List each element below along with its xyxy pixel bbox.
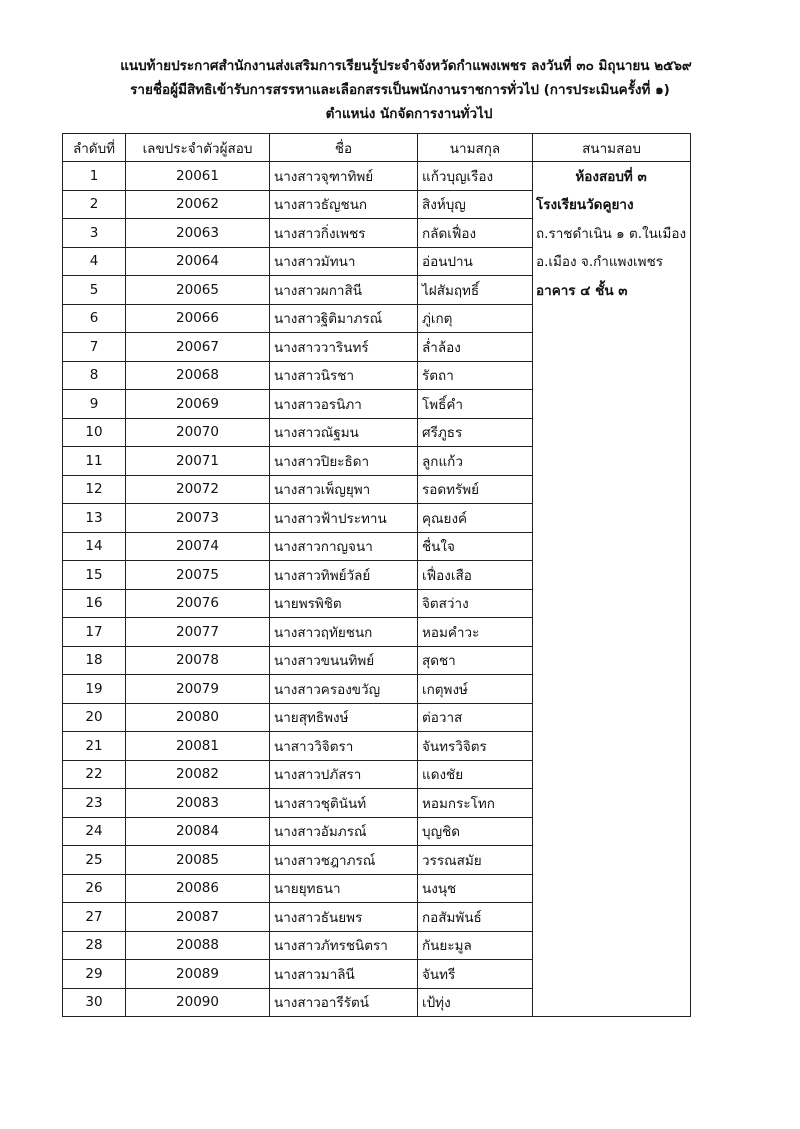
candidate-surname: แก้วบุญเรือง (418, 162, 533, 191)
table-row (63, 247, 691, 276)
venue-cell-empty (533, 646, 691, 675)
table-row (63, 504, 691, 533)
candidate-name: นางสาวอัมภรณ์ (270, 817, 418, 846)
candidate-surname: เป้ทุ่ง (418, 988, 533, 1017)
candidate-id: 20070 (126, 418, 270, 447)
row-number: 22 (63, 760, 126, 789)
row-number: 16 (63, 589, 126, 618)
candidate-surname: สิงห์บุญ (418, 190, 533, 219)
candidate-name: นายพรพิชิต (270, 589, 418, 618)
candidate-table (62, 133, 691, 1017)
candidate-surname: สุดชา (418, 646, 533, 675)
row-number: 27 (63, 903, 126, 932)
venue-cell-empty (533, 475, 691, 504)
row-number: 4 (63, 247, 126, 276)
venue-cell-empty (533, 390, 691, 419)
candidate-name: นางสาวมัทนา (270, 247, 418, 276)
table-row (63, 589, 691, 618)
table-row (63, 789, 691, 818)
candidate-id: 20090 (126, 988, 270, 1017)
row-number: 15 (63, 561, 126, 590)
candidate-surname: แดงชัย (418, 760, 533, 789)
table-header-row (63, 134, 691, 162)
venue-cell-empty (533, 418, 691, 447)
row-number: 1 (63, 162, 126, 191)
candidate-surname: จันทรวิจิตร (418, 732, 533, 761)
row-number: 24 (63, 817, 126, 846)
candidate-name: นางสาวอารีรัตน์ (270, 988, 418, 1017)
candidate-name: นางสาวปภัสรา (270, 760, 418, 789)
table-row (63, 703, 691, 732)
venue-cell-empty (533, 361, 691, 390)
table-row (63, 903, 691, 932)
candidate-id: 20062 (126, 190, 270, 219)
row-number: 10 (63, 418, 126, 447)
venue-cell-empty (533, 988, 691, 1017)
candidate-id: 20083 (126, 789, 270, 818)
venue-cell-empty (533, 760, 691, 789)
venue-cell-empty (533, 447, 691, 476)
candidate-name: นางสาวฤทัยชนก (270, 618, 418, 647)
candidate-name: นางสาวครองขวัญ (270, 675, 418, 704)
candidate-id: 20066 (126, 304, 270, 333)
table-row (63, 874, 691, 903)
candidate-name: นางสาวมาลินี (270, 960, 418, 989)
row-number: 8 (63, 361, 126, 390)
table-row (63, 475, 691, 504)
venue-cell-empty (533, 532, 691, 561)
candidate-name: นาสาววิจิตรา (270, 732, 418, 761)
candidate-id: 20064 (126, 247, 270, 276)
candidate-id: 20073 (126, 504, 270, 533)
row-number: 29 (63, 960, 126, 989)
candidate-id: 20069 (126, 390, 270, 419)
table-row (63, 846, 691, 875)
candidate-surname: โพธิ์คำ (418, 390, 533, 419)
venue-cell-empty (533, 333, 691, 362)
candidate-id: 20067 (126, 333, 270, 362)
table-row (63, 988, 691, 1017)
candidate-id: 20076 (126, 589, 270, 618)
candidate-name: นางสาวฟ้าประทาน (270, 504, 418, 533)
candidate-surname: ไฝสัมฤทธิ์ (418, 276, 533, 305)
col-header-surname: นามสกุล (418, 134, 533, 162)
table-row (63, 561, 691, 590)
row-number: 11 (63, 447, 126, 476)
venue-line: โรงเรียนวัดคูยาง (533, 190, 691, 219)
candidate-surname: นงนุช (418, 874, 533, 903)
table-row (63, 390, 691, 419)
col-header-name: ชื่อ (270, 134, 418, 162)
candidate-surname: วรรณสมัย (418, 846, 533, 875)
candidate-name: นางสาวชฎาภรณ์ (270, 846, 418, 875)
candidate-id: 20075 (126, 561, 270, 590)
candidate-name: นางสาวฐิติมาภรณ์ (270, 304, 418, 333)
row-number: 12 (63, 475, 126, 504)
venue-line: ห้องสอบที่ ๓ (533, 162, 691, 191)
candidate-name: นางสาวผกาสินี (270, 276, 418, 305)
row-number: 13 (63, 504, 126, 533)
row-number: 17 (63, 618, 126, 647)
venue-cell-empty (533, 960, 691, 989)
candidate-id: 20061 (126, 162, 270, 191)
candidate-name: นางสาวธัญชนก (270, 190, 418, 219)
venue-line: อาคาร ๔ ชั้น ๓ (533, 276, 691, 305)
candidate-name: นางสาวธันยพร (270, 903, 418, 932)
candidate-name: นางสาวภัทรชนิตรา (270, 931, 418, 960)
table-row (63, 760, 691, 789)
venue-cell-empty (533, 561, 691, 590)
table-row (63, 418, 691, 447)
table-row (63, 162, 691, 191)
venue-cell-empty (533, 903, 691, 932)
candidate-id: 20089 (126, 960, 270, 989)
venue-line: ถ.ราชดำเนิน ๑ ต.ในเมือง (533, 219, 691, 248)
table-row (63, 304, 691, 333)
candidate-surname: ศรีภูธร (418, 418, 533, 447)
candidate-name: นางสาวณัฐมน (270, 418, 418, 447)
row-number: 3 (63, 219, 126, 248)
table-row (63, 276, 691, 305)
candidate-surname: กันยะมูล (418, 931, 533, 960)
table-row (63, 532, 691, 561)
table-row (63, 333, 691, 362)
candidate-id: 20079 (126, 675, 270, 704)
candidate-surname: จิตสว่าง (418, 589, 533, 618)
venue-cell-empty (533, 618, 691, 647)
candidate-id: 20063 (126, 219, 270, 248)
candidate-id: 20088 (126, 931, 270, 960)
table-body (63, 162, 691, 1017)
row-number: 23 (63, 789, 126, 818)
row-number: 30 (63, 988, 126, 1017)
col-header-venue: สนามสอบ (533, 134, 691, 162)
row-number: 28 (63, 931, 126, 960)
candidate-id: 20068 (126, 361, 270, 390)
candidate-surname: กลัดเฟื่อง (418, 219, 533, 248)
candidate-surname: ชื่นใจ (418, 532, 533, 561)
candidate-id: 20084 (126, 817, 270, 846)
table-row (63, 675, 691, 704)
announcement-title: แนบท้ายประกาศสำนักงานส่งเสริมการเรียนรู้ประจำจังหวัดกำแพงเพชร ลงวันที่ ๓๐ มิถุนายน ๒๕๖๙ (120, 58, 692, 74)
col-header-no: ลำดับที่ (63, 134, 126, 162)
candidate-id: 20065 (126, 276, 270, 305)
candidate-id: 20077 (126, 618, 270, 647)
venue-cell-empty (533, 931, 691, 960)
candidate-surname: คุณยงค์ (418, 504, 533, 533)
row-number: 26 (63, 874, 126, 903)
row-number: 5 (63, 276, 126, 305)
candidate-name: นางสาวขนนทิพย์ (270, 646, 418, 675)
candidate-name: นางสาวจุฑาทิพย์ (270, 162, 418, 191)
row-number: 9 (63, 390, 126, 419)
venue-line: อ.เมือง จ.กำแพงเพชร (533, 247, 691, 276)
table-row (63, 361, 691, 390)
candidate-surname: จันทรี (418, 960, 533, 989)
candidate-surname: อ่อนปาน (418, 247, 533, 276)
candidate-surname: เฟื่องเสือ (418, 561, 533, 590)
candidate-id: 20086 (126, 874, 270, 903)
candidate-name: นางสาวนิรชา (270, 361, 418, 390)
candidate-name: นางสาววารินทร์ (270, 333, 418, 362)
candidate-surname: หอมคำวะ (418, 618, 533, 647)
candidate-id: 20085 (126, 846, 270, 875)
candidate-surname: ภู่เกตุ (418, 304, 533, 333)
row-number: 21 (63, 732, 126, 761)
candidate-name: นางสาวปิยะธิดา (270, 447, 418, 476)
candidate-surname: รอดทรัพย์ (418, 475, 533, 504)
table-row (63, 618, 691, 647)
document-header (0, 54, 800, 126)
candidate-id: 20071 (126, 447, 270, 476)
row-number: 18 (63, 646, 126, 675)
col-header-id: เลขประจำตัวผู้สอบ (126, 134, 270, 162)
candidate-surname: หอมกระโทก (418, 789, 533, 818)
candidate-id: 20082 (126, 760, 270, 789)
candidate-id: 20072 (126, 475, 270, 504)
candidate-surname: ล่ำล้อง (418, 333, 533, 362)
venue-cell-empty (533, 703, 691, 732)
candidate-id: 20074 (126, 532, 270, 561)
venue-cell-empty (533, 789, 691, 818)
venue-cell-empty (533, 504, 691, 533)
candidate-surname: เกตุพงษ์ (418, 675, 533, 704)
candidate-surname: ลูกแก้ว (418, 447, 533, 476)
candidate-surname: บุญชิด (418, 817, 533, 846)
list-title: รายชื่อผู้มีสิทธิเข้ารับการสรรหาและเลือกสรรเป็นพนักงานราชการทั่วไป (การประเมินครั้งที่ ๑) (130, 82, 670, 98)
venue-cell-empty (533, 874, 691, 903)
candidate-id: 20081 (126, 732, 270, 761)
candidate-surname: รัตถา (418, 361, 533, 390)
candidate-id: 20078 (126, 646, 270, 675)
row-number: 6 (63, 304, 126, 333)
venue-cell-empty (533, 817, 691, 846)
venue-cell-empty (533, 589, 691, 618)
table-row (63, 190, 691, 219)
candidate-name: นางสาวอรนิภา (270, 390, 418, 419)
candidate-name: นายสุทธิพงษ์ (270, 703, 418, 732)
candidate-id: 20087 (126, 903, 270, 932)
candidate-name: นางสาวทิพย์วัลย์ (270, 561, 418, 590)
candidate-surname: ต่อวาส (418, 703, 533, 732)
table-row (63, 960, 691, 989)
row-number: 2 (63, 190, 126, 219)
table-row (63, 447, 691, 476)
venue-cell-empty (533, 304, 691, 333)
venue-cell-empty (533, 846, 691, 875)
candidate-surname: กอสัมพันธ์ (418, 903, 533, 932)
venue-cell-empty (533, 675, 691, 704)
candidate-name: นางสาวเพ็ญยุพา (270, 475, 418, 504)
row-number: 14 (63, 532, 126, 561)
row-number: 19 (63, 675, 126, 704)
candidate-name: นางสาวกาญจนา (270, 532, 418, 561)
candidate-name: นายยุทธนา (270, 874, 418, 903)
candidate-id: 20080 (126, 703, 270, 732)
table-row (63, 817, 691, 846)
table-row (63, 646, 691, 675)
row-number: 7 (63, 333, 126, 362)
venue-cell-empty (533, 732, 691, 761)
table-row (63, 931, 691, 960)
position-title: ตำแหน่ง นักจัดการงานทั่วไป (325, 106, 493, 122)
row-number: 25 (63, 846, 126, 875)
table-row (63, 732, 691, 761)
candidate-name: นางสาวกิ่งเพชร (270, 219, 418, 248)
candidate-name: นางสาวชุตินันท์ (270, 789, 418, 818)
row-number: 20 (63, 703, 126, 732)
table-row (63, 219, 691, 248)
